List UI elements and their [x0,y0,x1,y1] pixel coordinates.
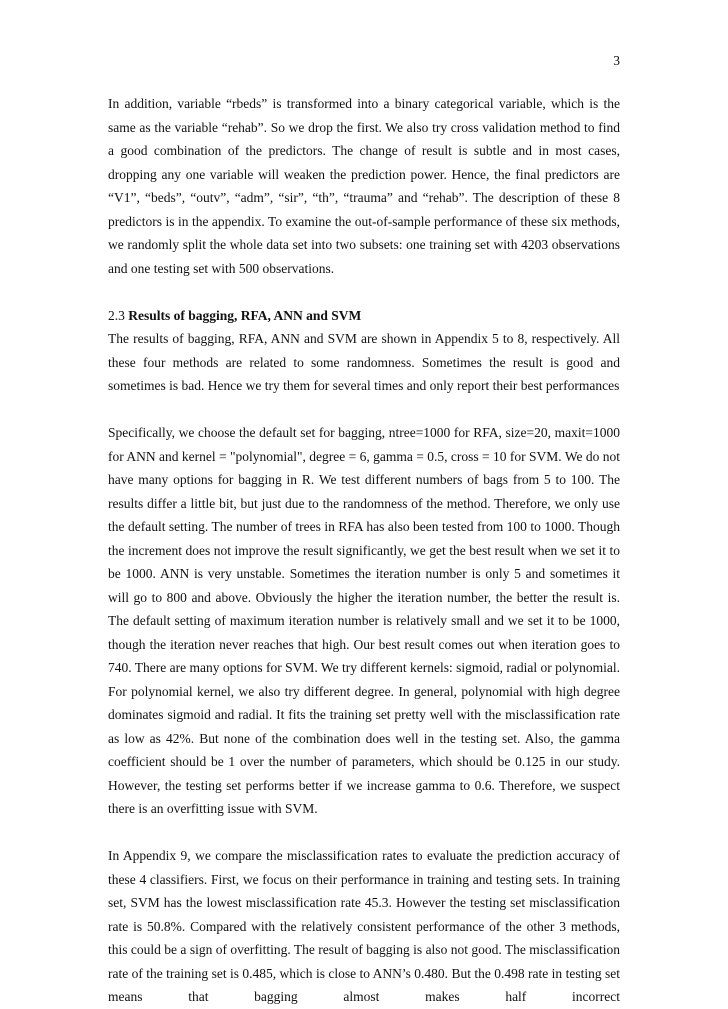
section-title: Results of bagging, RFA, ANN and SVM [128,307,362,323]
section-number: 2.3 [108,307,125,323]
paragraph-method-settings: Specifically, we choose the default set for bagging, ntree=1000 for RFA, size=20, maxit=1000 for ANN and kernel = "polynomial", degree = 6, gamma = 0.5, cross = 10 for SVM. We do not have many options for bagging in R. We test different numbers of bags from 5 to 100. The results differ a little bit, but just due to the randomness of the method. Therefore, we only use the default setting. The number of trees in RFA has also been tested from 100 to 1000. Though the increment does not improve the result significantly, we get the best result when we set it to be 1000. ANN is very unstable. Sometimes the iteration number is only 5 and sometimes it will go to 800 and above. Obviously the higher the iteration number, the better the result is. The default setting of maximum iteration number is relatively small and we set it to be 1000, though the iteration never reaches that high. Our best result comes out when iteration goes to 740. There are many options for SVM. We try different kernels: sigmoid, radial or polynomial. For polynomial kernel, we also try different degree. In general, polynomial with high degree dominates sigmoid and radial. It fits the training set pretty well with the misclassification rate as low as 42%. But none of the combination does well in the testing set. Also, the gamma coefficient should be 1 over the number of parameters, which should be 0.125 in our study. However, the testing set performs better if we increase gamma to 0.6. Therefore, we suspect there is an overfitting issue with SVM. [108,425,620,816]
paragraph-predictors: In addition, variable “rbeds” is transformed into a binary categorical variable, which is the same as the variable “rehab”. So we drop the first. We also try cross validation method to find a good combination of the predictors. The change of result is subtle and in most cases, dropping any one variable will weaken the prediction power. Hence, the final predictors are “V1”, “beds”, “outv”, “adm”, “sir”, “th”, “trauma” and “rehab”. The description of these 8 predictors is in the appendix. To examine the out-of-sample performance of these six methods, we randomly split the whole data set into two subsets: one training set with 4203 observations and one testing set with 500 observations. [108,96,620,276]
paragraph-gap [108,821,620,845]
paragraph-results-intro: The results of bagging, RFA, ANN and SVM are shown in Appendix 5 to 8, respectively. All these four methods are related to some randomness. Sometimes the result is good and sometimes is bad. Hence we try them for several times and only report their best performances [108,331,620,393]
section-heading [108,304,620,328]
page-body [108,92,620,1009]
page-number: 3 [613,53,620,68]
paragraph-misclassification: In Appendix 9, we compare the misclassification rates to evaluate the prediction accuracy of these 4 classifiers. First, we focus on their performance in training and testing sets. In training set, SVM has the lowest misclassification rate 45.3. However the testing set misclassification rate is 50.8%. Compared with the relatively consistent performance of the other 3 methods, this could be a sign of overfitting. The result of bagging is also not good. The misclassification rate of the training set is 0.485, which is close to ANN’s 0.480. But the 0.498 rate in testing set means that bagging almost makes half incorrect [108,848,620,1004]
paragraph-gap [108,280,620,304]
paragraph-gap [108,398,620,422]
